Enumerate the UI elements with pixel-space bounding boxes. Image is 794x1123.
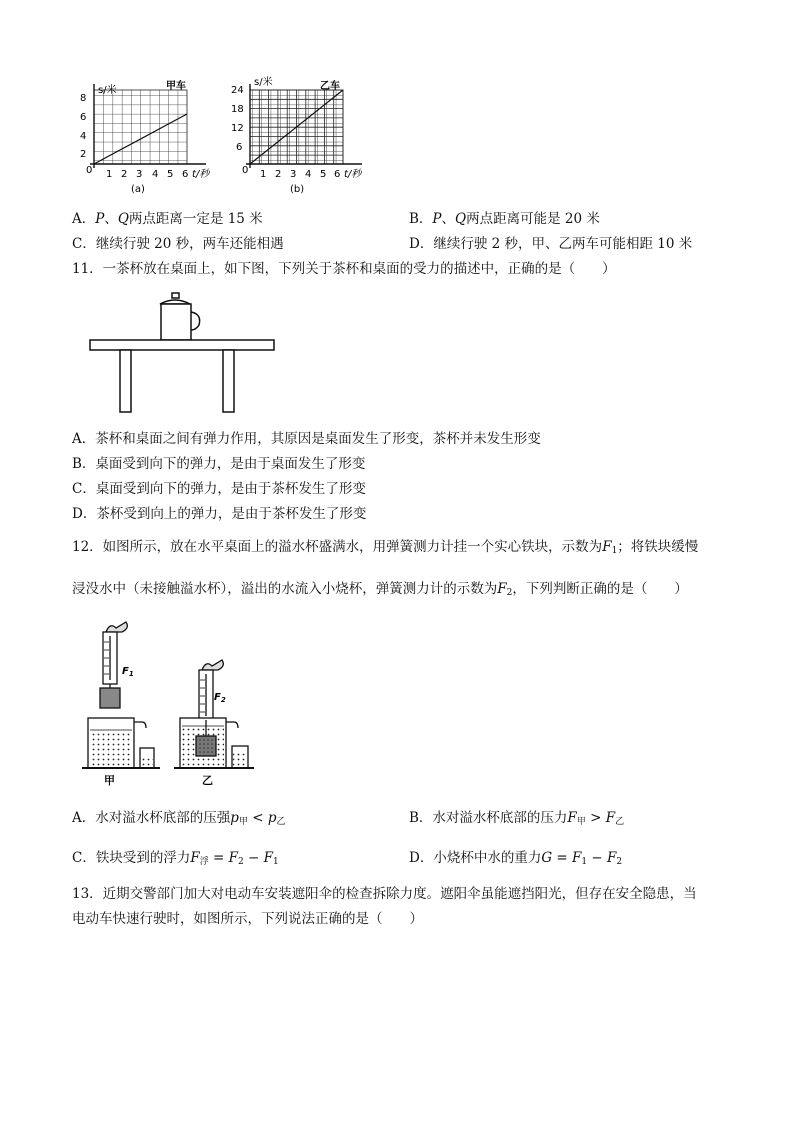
q11-option-d[interactable]: D．茶杯受到向上的弹力，是由于茶杯发生了形变 (72, 506, 367, 522)
label-f1: $F_1$ (122, 666, 134, 678)
operator: > (585, 810, 606, 826)
stem-text: 12．如图所示，放在水平桌面上的溢水杯盛满水，用弹簧测力计挂一个实心铁块，示数为 (72, 539, 603, 555)
graph-a-origin: 0 (86, 165, 93, 176)
operator: = (208, 850, 229, 866)
option-label: A． (72, 211, 96, 227)
cup-on-table-figure (88, 292, 278, 414)
operator: − (243, 850, 264, 866)
subscript: 乙 (276, 817, 286, 827)
subscript: 甲 (576, 817, 586, 827)
setup-jia (82, 622, 160, 768)
graph-b-xtick: 5 (320, 169, 327, 180)
var: F (607, 850, 617, 866)
subscript: 浮 (199, 857, 209, 867)
table (90, 340, 274, 412)
subscript: 1 (273, 857, 279, 867)
var: F (605, 810, 616, 826)
option-text: B．水对溢水杯底部的压力 (409, 810, 568, 826)
graph-b-ytick: 12 (231, 123, 244, 134)
graph-a-ytick: 4 (80, 131, 87, 142)
graph-b-ytick: 24 (231, 85, 244, 96)
subscript: 乙 (615, 817, 625, 827)
overflow-cup-figure (82, 618, 258, 788)
label-f2: $F_2$ (214, 692, 226, 704)
graph-a (80, 79, 211, 195)
separator: 、 (104, 211, 118, 227)
setup-yi (174, 660, 254, 768)
q10-option-d[interactable]: D．继续行驶 2 秒，甲、乙两车可能相距 10 米 (409, 236, 693, 252)
teacup (160, 293, 200, 340)
graph-b-xaxis-label: t/秒 (344, 169, 362, 180)
subscript: 2 (616, 857, 623, 867)
graph-b (231, 76, 363, 195)
var: F (228, 850, 239, 866)
var-p: P (95, 211, 105, 227)
q11-option-a[interactable]: A．茶杯和桌面之间有弹力作用，其原因是桌面发生了形变，茶杯并未发生形变 (72, 431, 541, 447)
q12-option-b[interactable] (409, 809, 624, 831)
graph-b-xtick: 4 (305, 169, 312, 180)
graph-a-yaxis-label: s/米 (98, 85, 117, 96)
graph-a-xtick: 5 (167, 169, 174, 180)
q12-option-c[interactable] (72, 849, 279, 871)
graph-b-xtick: 1 (260, 169, 267, 180)
graph-b-origin: 0 (242, 165, 249, 176)
graph-a-ytick: 2 (80, 149, 87, 160)
graph-b-title: 乙车 (320, 81, 340, 92)
var: F (263, 850, 274, 866)
subscript: 2 (506, 588, 513, 598)
graph-b-ytick: 6 (236, 142, 243, 153)
label-yi: 乙 (202, 774, 213, 787)
graph-a-xtick: 3 (136, 169, 143, 180)
q13-stem-line1: 13．近期交警部门加大对电动车安装遮阳伞的检查拆除力度。遮阳伞虽能遮挡阳光，但存在安全隐患，当 (72, 886, 697, 902)
graph-a-title: 甲车 (166, 81, 186, 92)
var-q: Q (117, 211, 129, 227)
graph-a-caption: (a) (131, 184, 145, 195)
q12-stem-line2 (72, 580, 688, 602)
graph-b-ytick: 18 (231, 104, 244, 115)
stem-text: ；将铁块缓慢 (617, 539, 699, 555)
subscript: 2 (238, 857, 244, 867)
var: F (572, 850, 582, 866)
graph-a-xtick: 6 (182, 169, 189, 180)
label-jia: 甲 (104, 774, 115, 787)
graph-b-xtick: 6 (334, 169, 341, 180)
option-text: C．铁块受到的浮力 (72, 850, 191, 866)
q11-option-c[interactable]: C．桌面受到向下的弹力，是由于茶杯发生了形变 (72, 481, 366, 497)
graph-a-xtick: 1 (106, 169, 113, 180)
st-graphs-figure (68, 76, 384, 204)
graph-a-ytick: 8 (80, 93, 87, 104)
stem-text: 浸没水中（未接触溢水杯），溢出的水流入小烧杯，弹簧测力计的示数为 (72, 581, 498, 597)
graph-a-ytick: 6 (80, 112, 87, 123)
operator: = (552, 850, 573, 866)
var-f: F (602, 539, 612, 555)
var: p (267, 810, 277, 826)
q11-option-b[interactable]: B．桌面受到向下的弹力，是由于桌面发生了形变 (72, 456, 366, 472)
option-text: 两点距离一定是 15 米 (128, 211, 263, 227)
q10-option-a[interactable] (72, 210, 263, 228)
var-q: Q (455, 211, 467, 227)
graph-b-caption: (b) (290, 184, 305, 195)
var-f: F (497, 581, 507, 597)
option-text: 两点距离可能是 20 米 (466, 211, 600, 227)
option-label: B． (409, 211, 433, 227)
stem-text: ，下列判断正确的是（ ） (512, 581, 688, 597)
operator: < (247, 810, 268, 826)
q12-option-d[interactable] (409, 849, 622, 871)
graph-b-xtick: 2 (275, 169, 282, 180)
q12-stem-line1 (72, 538, 698, 560)
q10-option-b[interactable] (409, 210, 600, 228)
var: F (190, 850, 200, 866)
option-text: A．水对溢水杯底部的压强 (72, 810, 231, 826)
option-text: D．小烧杯中水的重力 (409, 850, 542, 866)
separator: 、 (441, 211, 456, 227)
graph-a-xtick: 4 (152, 169, 159, 180)
subscript: 1 (581, 857, 588, 867)
var: F (567, 810, 577, 826)
var-p: P (432, 211, 442, 227)
subscript: 甲 (238, 817, 248, 827)
operator: − (587, 850, 608, 866)
q10-option-c[interactable]: C．继续行驶 20 秒，两车还能相遇 (72, 236, 284, 252)
graph-b-yaxis-label: s/米 (254, 77, 273, 88)
q11-stem: 11．一茶杯放在桌面上，如下图，下列关于茶杯和桌面的受力的描述中，正确的是（ ） (72, 261, 616, 277)
var: G (541, 850, 553, 866)
subscript: 1 (611, 546, 618, 556)
q12-option-a[interactable] (72, 809, 286, 831)
graph-b-xtick: 3 (290, 169, 297, 180)
graph-a-xaxis-label: t/秒 (192, 169, 210, 180)
q13-stem-line2: 电动车快速行驶时，如图所示，下列说法正确的是（ ） (72, 911, 423, 927)
var: p (230, 810, 239, 826)
graph-a-xtick: 2 (121, 169, 128, 180)
